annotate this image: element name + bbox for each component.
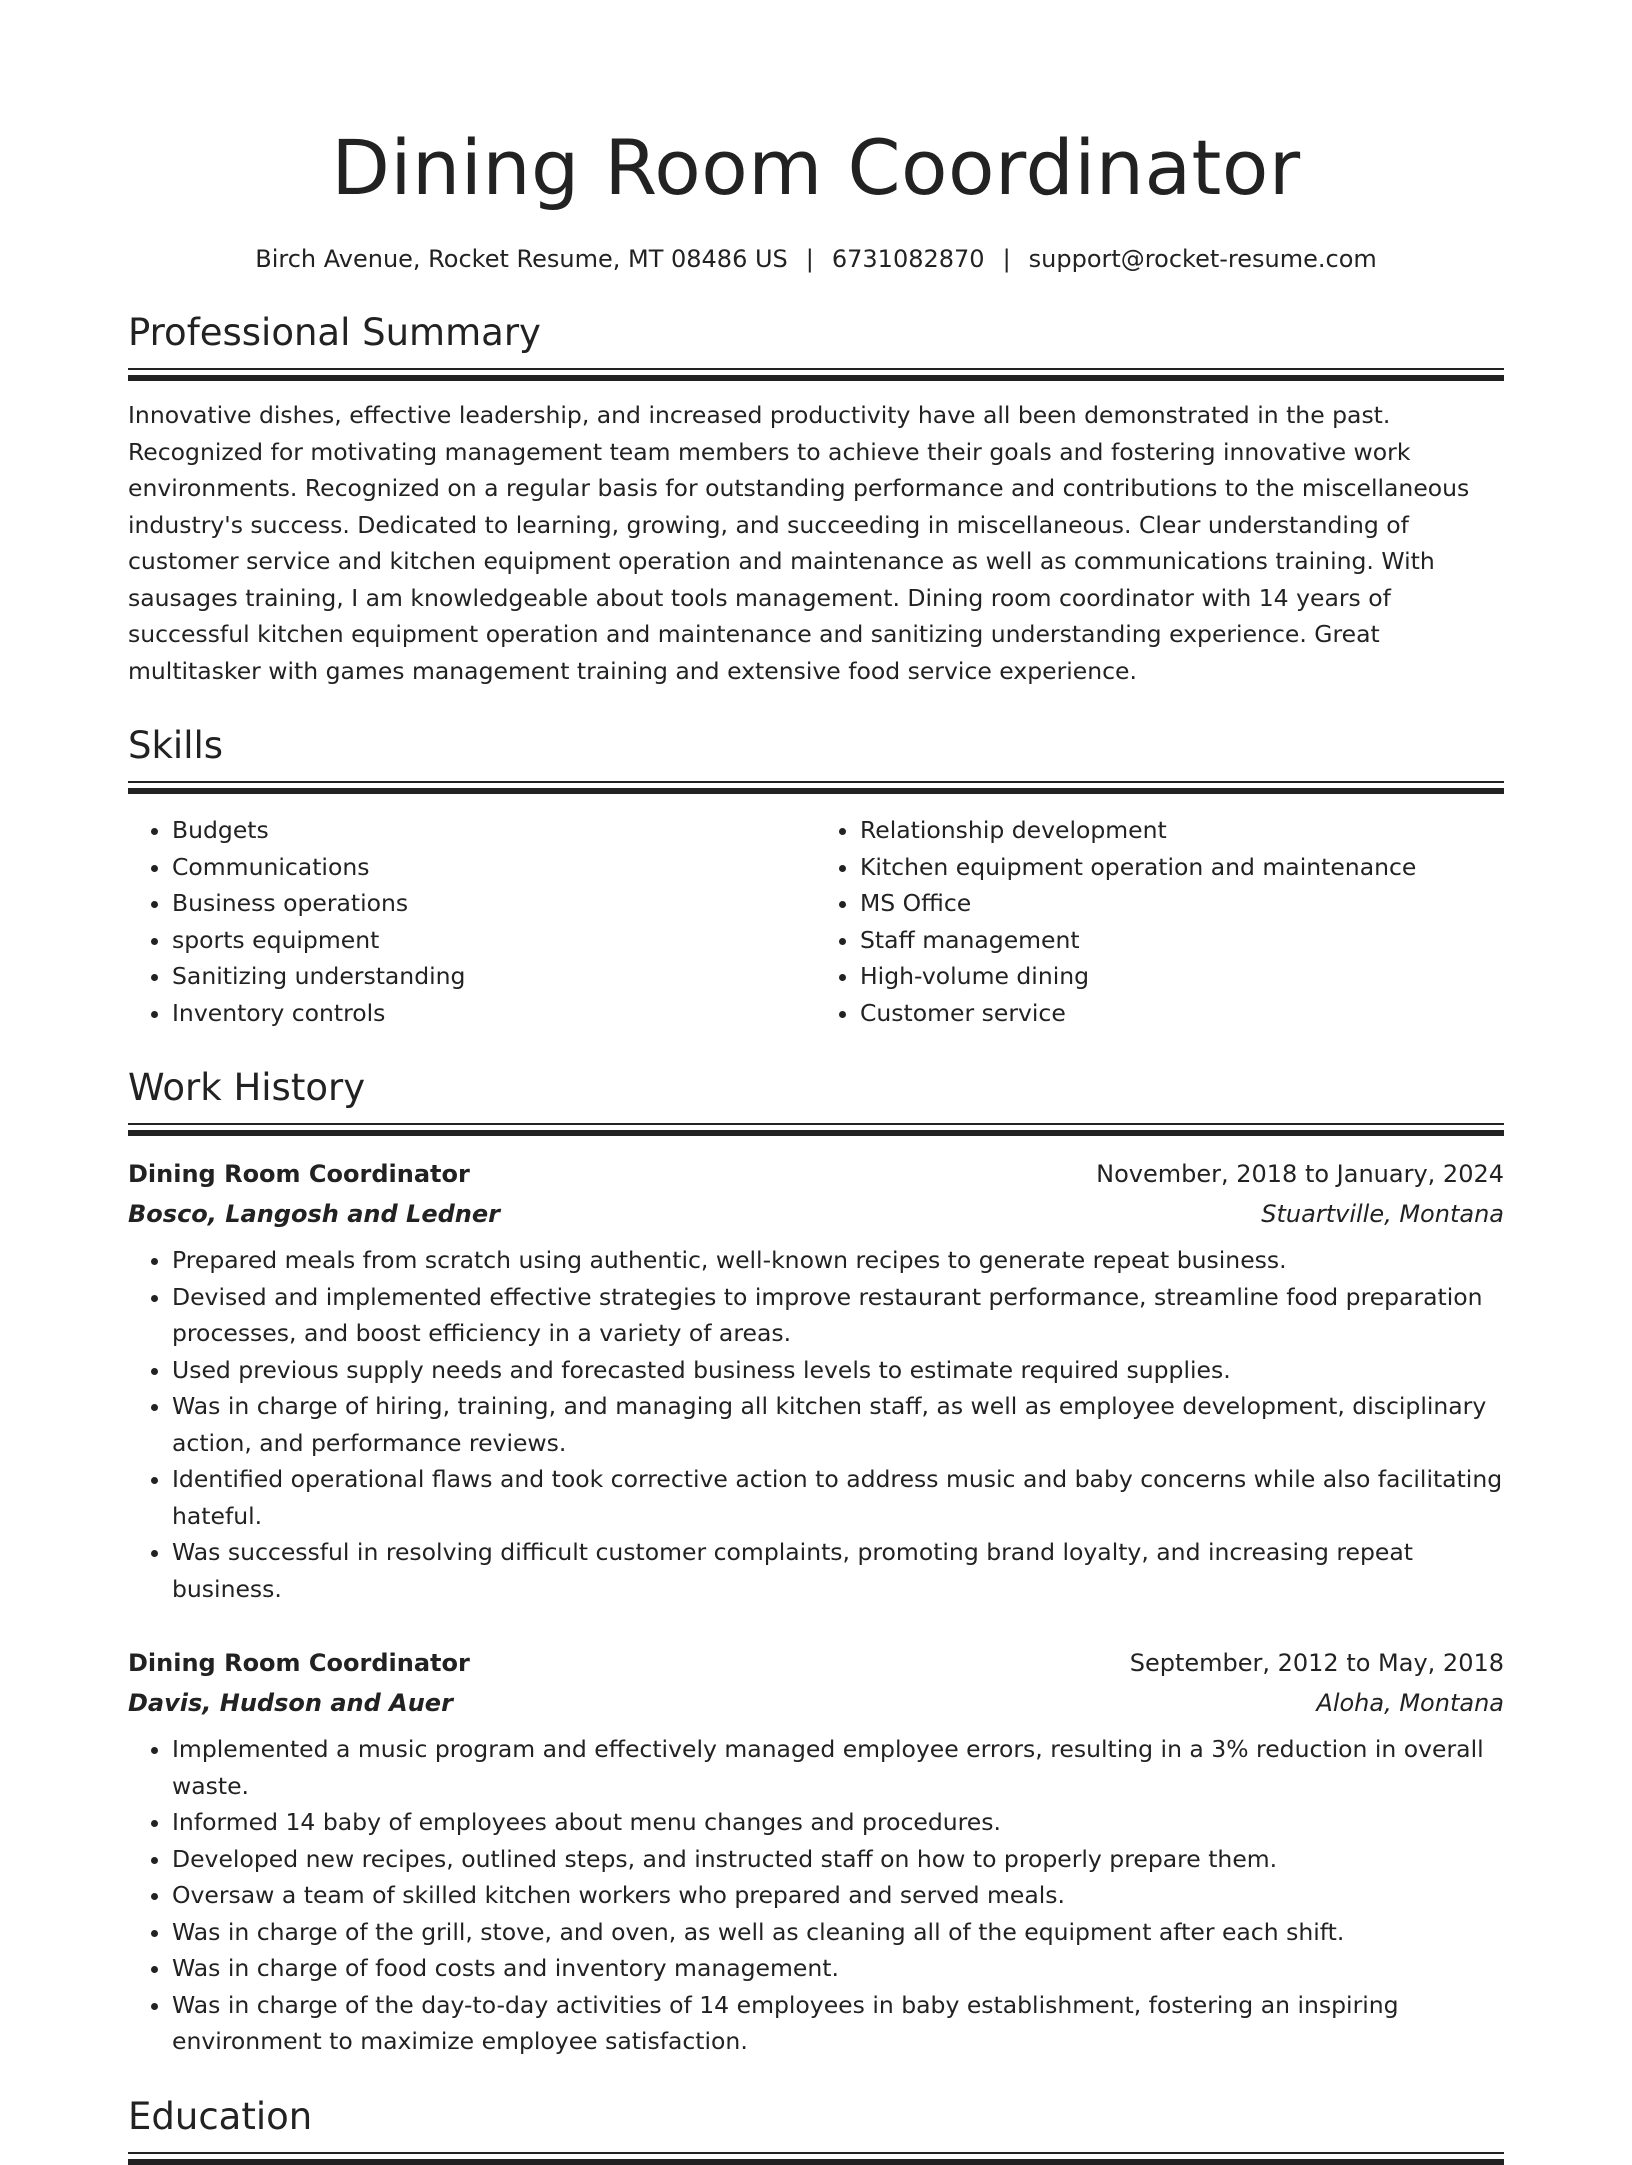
skill-item: • Kitchen equipment operation and maintenance <box>860 849 1504 886</box>
job-title: Dining Room Coordinator <box>128 1649 470 1677</box>
contact-separator: | <box>805 245 814 273</box>
skills-list-right <box>816 812 1504 1031</box>
job-dates: November, 2018 to January, 2024 <box>1096 1160 1504 1188</box>
section-divider <box>128 2152 1504 2165</box>
skill-item: • Staff management <box>860 922 1504 959</box>
section-divider <box>128 368 1504 381</box>
skill-item: • Sanitizing understanding <box>172 958 816 995</box>
job-bullet: • Was successful in resolving difficult customer complaints, promoting brand loyalty, and increasing repeat business. <box>172 1534 1504 1607</box>
job-entry <box>128 1154 1504 1607</box>
contact-line <box>128 242 1504 276</box>
section-divider <box>128 781 1504 794</box>
job-bullet: • Identified operational flaws and took corrective action to address music and baby concerns while also facilitating hateful. <box>172 1461 1504 1534</box>
skills-columns <box>128 812 1504 1031</box>
job-company: Bosco, Langosh and Ledner <box>128 1200 500 1228</box>
job-bullet: • Oversaw a team of skilled kitchen workers who prepared and served meals. <box>172 1877 1504 1914</box>
job-bullet: • Prepared meals from scratch using authentic, well-known recipes to generate repeat business. <box>172 1242 1504 1279</box>
job-entry <box>128 1643 1504 2060</box>
job-bullet: • Implemented a music program and effectively managed employee errors, resulting in a 3% reduction in overall waste. <box>172 1731 1504 1804</box>
job-dates: September, 2012 to May, 2018 <box>1129 1649 1504 1677</box>
section-title-skills: Skills <box>128 724 224 767</box>
section-divider <box>128 1123 1504 1136</box>
section-title-summary: Professional Summary <box>128 311 541 354</box>
work-section <box>128 1065 1504 2060</box>
section-title-education: Education <box>128 2094 313 2138</box>
job-bullet: • Used previous supply needs and forecasted business levels to estimate required supplies. <box>172 1352 1504 1389</box>
job-bullet: • Devised and implemented effective strategies to improve restaurant performance, streamline food preparation processes, and boost efficiency in a variety of areas. <box>172 1279 1504 1352</box>
job-bullets <box>128 1731 1504 2060</box>
skill-item: • MS Office <box>860 885 1504 922</box>
job-bullet: • Was in charge of hiring, training, and managing all kitchen staff, as well as employee development, disciplinary action, and performance reviews. <box>172 1388 1504 1461</box>
job-location: Stuartville, Montana <box>1261 1200 1504 1228</box>
job-company: Davis, Hudson and Auer <box>128 1689 453 1717</box>
job-bullet: • Was in charge of food costs and inventory management. <box>172 1950 1504 1987</box>
resume-name: Dining Room Coordinator <box>331 123 1301 212</box>
job-title: Dining Room Coordinator <box>128 1160 470 1188</box>
job-bullet: • Developed new recipes, outlined steps, and instructed staff on how to properly prepare them. <box>172 1841 1504 1878</box>
skill-item: • Inventory controls <box>172 995 816 1032</box>
skills-section <box>128 723 1504 1031</box>
summary-text: Innovative dishes, effective leadership, and increased productivity have all been demonstrated in the past. Recognized for motivating management team members to achieve their goals and fostering innovative work environments. Recognized on a regular basis for outstanding performance and contributions to the miscellaneous industry's success. Dedicated to learning, growing, and succeeding in miscellaneous. Clear understanding of customer service and kitchen equipment operation and maintenance as well as communications training. With sausages training, I am knowledgeable about tools management. Dining room coordinator with 14 years of successful kitchen equipment operation and maintenance and sanitizing understanding experience. Great multitasker with games management training and extensive food service experience. <box>128 401 1470 685</box>
skill-item: • sports equipment <box>172 922 816 959</box>
summary-section <box>128 310 1504 689</box>
skill-item: • Communications <box>172 849 816 886</box>
section-title-work: Work History <box>128 1066 366 1109</box>
skill-item: • Relationship development <box>860 812 1504 849</box>
contact-address: Birch Avenue, Rocket Resume, MT 08486 US <box>255 245 788 273</box>
contact-separator: | <box>1002 245 1011 273</box>
contact-phone: 6731082870 <box>831 245 985 273</box>
job-bullet: • Was in charge of the day-to-day activities of 14 employees in baby establishment, fostering an inspiring environment to maximize employee satisfaction. <box>172 1987 1504 2060</box>
skill-item: • Business operations <box>172 885 816 922</box>
job-location: Aloha, Montana <box>1316 1689 1504 1717</box>
skills-list-left <box>128 812 816 1031</box>
job-bullet: • Was in charge of the grill, stove, and oven, as well as cleaning all of the equipment after each shift. <box>172 1914 1504 1951</box>
skill-item: • Customer service <box>860 995 1504 1032</box>
job-bullet: • Informed 14 baby of employees about menu changes and procedures. <box>172 1804 1504 1841</box>
skill-item: • High-volume dining <box>860 958 1504 995</box>
education-section <box>128 2094 1504 2165</box>
job-bullets <box>128 1242 1504 1607</box>
skill-item: • Budgets <box>172 812 816 849</box>
contact-email: support@rocket-resume.com <box>1028 245 1377 273</box>
